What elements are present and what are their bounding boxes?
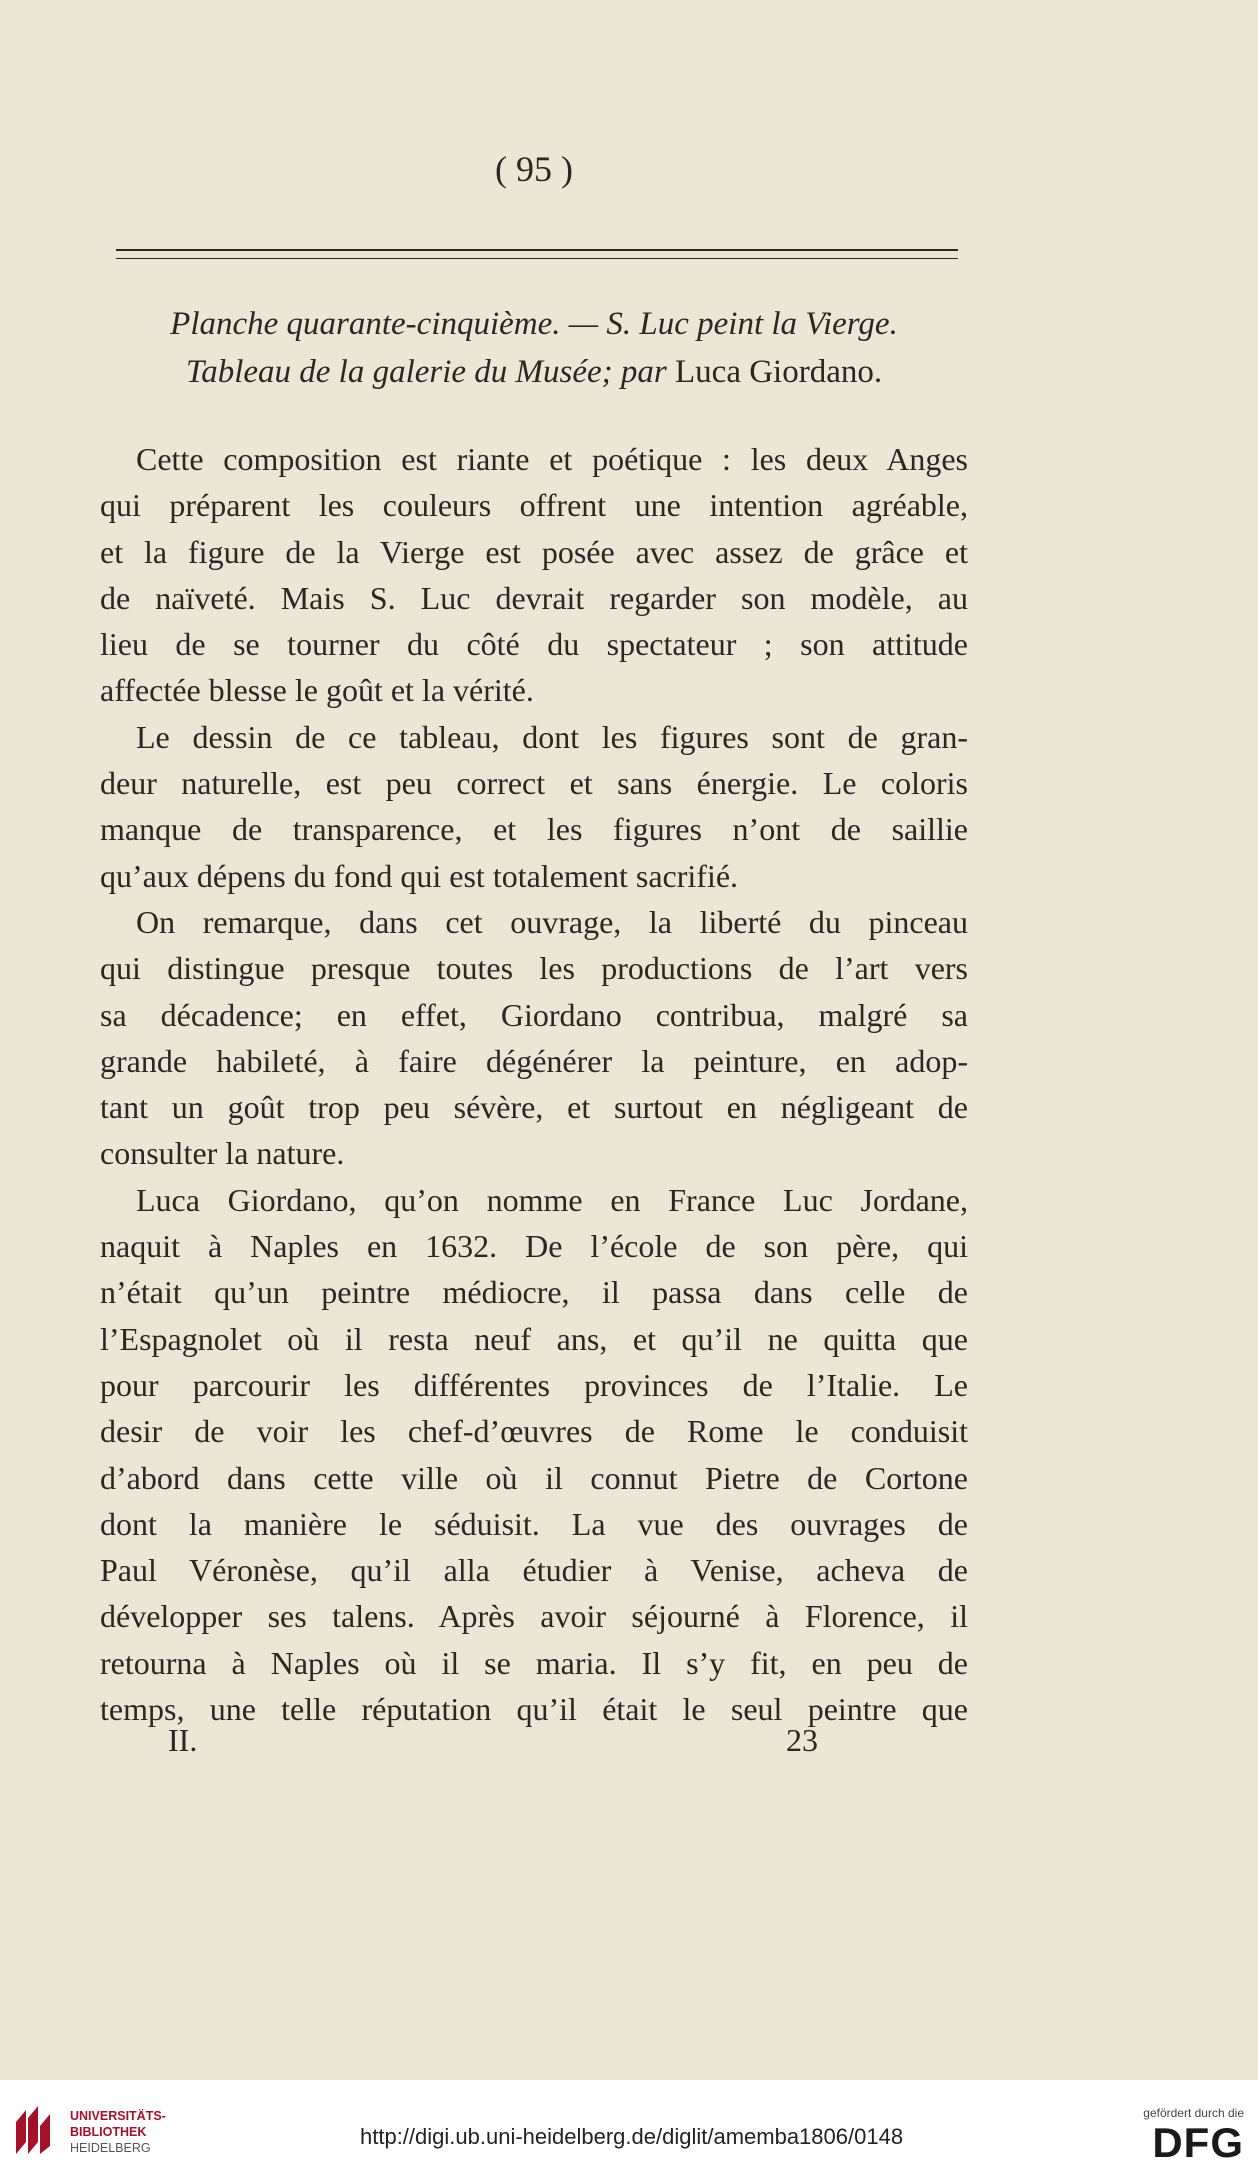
permalink-url[interactable]: http://digi.ub.uni-heidelberg.de/diglit/amemba1806/0148 xyxy=(360,2124,904,2149)
text-line: et la figure de la Vierge est posée avec assez de grâce et xyxy=(100,533,968,570)
funding-note: gefördert durch die xyxy=(1143,2106,1244,2120)
plate-heading xyxy=(100,300,968,396)
heading-line-2-italic: Tableau de la galerie du Musée; par xyxy=(185,354,667,390)
heading-line-2-painter: Luca Giordano. xyxy=(675,354,883,390)
funding-credit xyxy=(1084,2106,1244,2166)
text-line: qu’aux dépens du fond qui est totalement sacrifié. xyxy=(100,857,739,894)
text-line: temps, une telle réputation qu’il était le seul peintre que xyxy=(100,1691,968,1728)
text-line: qui préparent les couleurs offrent une intention agréable, xyxy=(100,487,968,524)
page-number: ( 95 ) xyxy=(495,149,573,189)
header-rule-thick xyxy=(116,249,958,251)
library-logo-icon xyxy=(12,2104,54,2158)
text-line: développer ses talens. Après avoir séjourné à Florence, il xyxy=(100,1598,968,1635)
header-rule-thin xyxy=(116,258,958,259)
text-line: affectée blesse le goût et la vérité. xyxy=(100,672,534,709)
text-line: grande habileté, à faire dégénérer la peinture, en adop- xyxy=(100,1042,968,1079)
text-line: sa décadence; en effet, Giordano contribua, malgré sa xyxy=(100,996,968,1033)
gathering-signature: 23 xyxy=(786,1722,818,1758)
library-name-line-1: UNIVERSITÄTS- xyxy=(70,2109,166,2123)
text-line: Paul Véronèse, qu’il alla étudier à Venise, acheva de xyxy=(100,1552,968,1589)
text-line: d’abord dans cette ville où il connut Pietre de Cortone xyxy=(100,1459,968,1496)
body-text xyxy=(100,436,968,1732)
text-line: consulter la nature. xyxy=(100,1135,345,1172)
text-line: qui distingue presque toutes les productions de l’art vers xyxy=(100,950,968,987)
library-name xyxy=(70,2108,166,2156)
text-line: tant un goût trop peu sévère, et surtout en négligeant de xyxy=(100,1089,968,1126)
text-line: pour parcourir les différentes provinces de l’Italie. Le xyxy=(100,1366,968,1403)
heading-line-1: Planche quarante-cinquième. — S. Luc peint la Vierge. xyxy=(170,306,898,342)
library-name-line-3: HEIDELBERG xyxy=(70,2141,151,2155)
text-line: desir de voir les chef-d’œuvres de Rome le conduisit xyxy=(100,1413,968,1450)
text-line: l’Espagnolet où il resta neuf ans, et qu’il ne quitta que xyxy=(100,1320,968,1357)
text-line: On remarque, dans cet ouvrage, la liberté du pinceau xyxy=(136,903,968,940)
library-name-line-2: BIBLIOTHEK xyxy=(70,2125,147,2139)
text-line: de naïveté. Mais S. Luc devrait regarder son modèle, au xyxy=(100,579,968,616)
funder-logo: DFG xyxy=(1152,2119,1244,2166)
text-line: naquit à Naples en 1632. De l’école de son père, qui xyxy=(100,1228,968,1265)
heading-line-2 xyxy=(100,348,968,396)
text-line: Luca Giordano, qu’on nomme en France Luc Jordane, xyxy=(136,1181,968,1218)
text-line: Le dessin de ce tableau, dont les figures sont de gran- xyxy=(136,718,968,755)
text-line: retourna à Naples où il se maria. Il s’y fit, en peu de xyxy=(100,1644,968,1681)
text-line: lieu de se tourner du côté du spectateur ; son attitude xyxy=(100,626,968,663)
text-line: dont la manière le séduisit. La vue des ouvrages de xyxy=(100,1505,968,1542)
text-line: manque de transparence, et les figures n’ont de saillie xyxy=(100,811,968,848)
volume-signature: II. xyxy=(168,1722,198,1758)
text-line: deur naturelle, est peu correct et sans énergie. Le coloris xyxy=(100,765,968,802)
text-line: Cette composition est riante et poétique : les deux Anges xyxy=(136,441,968,477)
text-line: n’était qu’un peintre médiocre, il passa dans celle de xyxy=(100,1274,968,1311)
viewer-footer xyxy=(0,2080,1258,2182)
